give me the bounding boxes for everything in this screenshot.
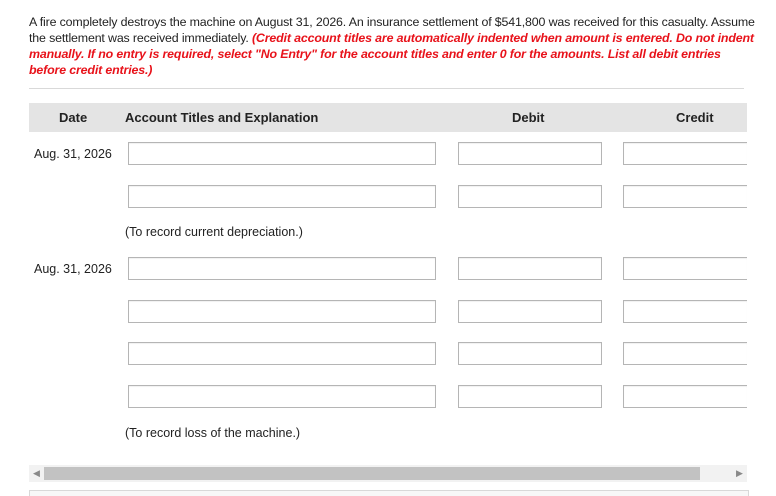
debit-amount-input[interactable] — [458, 342, 602, 365]
header-account-titles: Account Titles and Explanation — [125, 110, 319, 125]
header-date: Date — [59, 110, 88, 125]
divider — [29, 88, 744, 89]
credit-amount-input[interactable] — [623, 142, 747, 165]
instructions-emphasis: (Credit account titles are automatically indented when amount is entered. Do not indent manually. If no entry is required, select "No Entry" for the account titles and enter 0 for the amounts. List all debit entries before credit entries.) — [29, 31, 754, 77]
next-section-edge — [29, 490, 749, 496]
credit-amount-input[interactable] — [623, 257, 747, 280]
credit-amount-input[interactable] — [623, 185, 747, 208]
header-credit: Credit — [676, 110, 714, 125]
debit-amount-input[interactable] — [458, 257, 602, 280]
entry-memo: (To record loss of the machine.) — [125, 426, 301, 440]
debit-amount-input[interactable] — [458, 185, 602, 208]
problem-instructions — [29, 14, 759, 78]
instructions-text: A fire completely destroys the machine on August 31, 2026. An insurance settlement of $541,800 was received for this casualty. Assume the settlement was received immediately. — [29, 15, 755, 45]
entry-memo: (To record current depreciation.) — [125, 225, 303, 239]
debit-amount-input[interactable] — [458, 142, 602, 165]
scrollbar-thumb[interactable] — [44, 467, 700, 480]
credit-amount-input[interactable] — [623, 385, 747, 408]
account-title-input[interactable] — [128, 185, 436, 208]
credit-amount-input[interactable] — [623, 300, 747, 323]
account-title-input[interactable] — [128, 142, 436, 165]
entry-date: Aug. 31, 2026 — [34, 262, 112, 276]
debit-amount-input[interactable] — [458, 385, 602, 408]
account-title-input[interactable] — [128, 300, 436, 323]
journal-table-header — [29, 103, 747, 132]
scroll-right-icon[interactable]: ▶ — [736, 468, 743, 478]
scroll-left-icon[interactable]: ◀ — [33, 468, 40, 478]
account-title-input[interactable] — [128, 257, 436, 280]
debit-amount-input[interactable] — [458, 300, 602, 323]
credit-amount-input[interactable] — [623, 342, 747, 365]
account-title-input[interactable] — [128, 342, 436, 365]
header-debit: Debit — [512, 110, 545, 125]
account-title-input[interactable] — [128, 385, 436, 408]
entry-date: Aug. 31, 2026 — [34, 147, 112, 161]
